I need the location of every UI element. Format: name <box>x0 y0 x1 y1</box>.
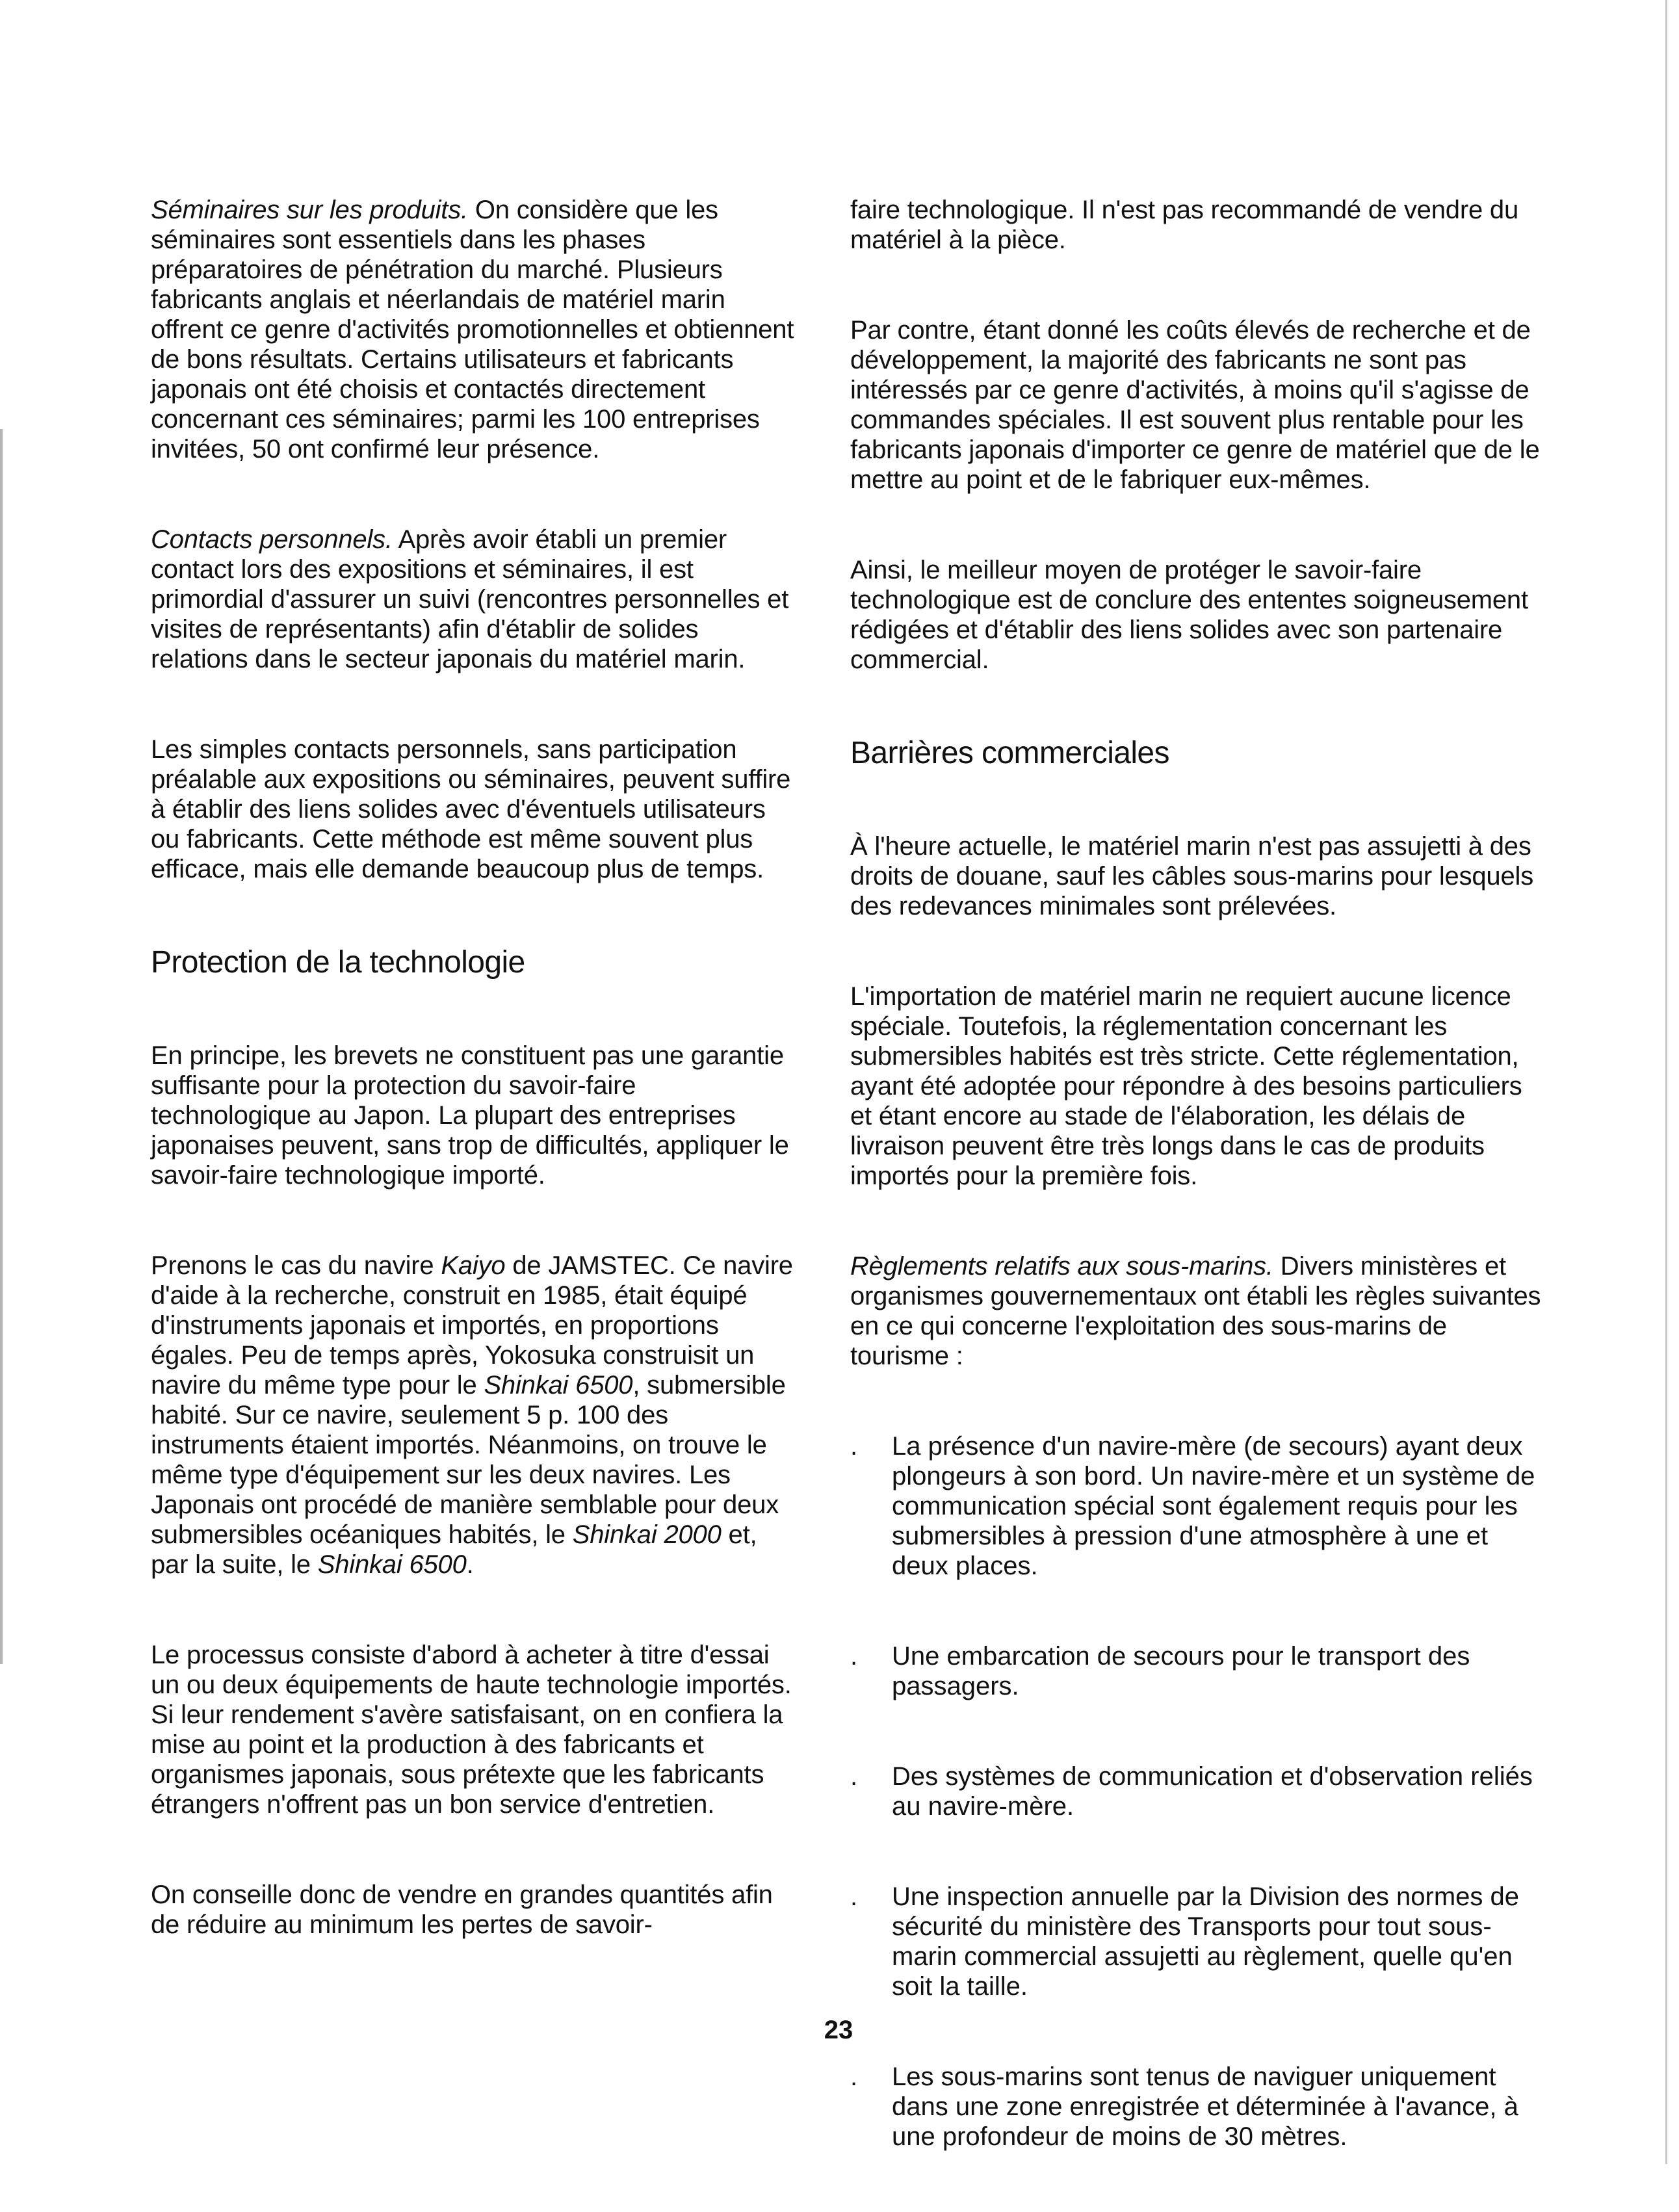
paragraph-text: Prenons le cas du navire <box>151 1251 441 1280</box>
paragraph-process: Le processus consiste d'abord à acheter à titre d'essai un ou deux équipements de haute technologie importés. Si leur rendement s'avère satisfaisant, on en confiera la mise au point et la production à des fabricants et organismes japonais, sous prétexte que les fabricants étrangers n'offrent pas un bon service d'entretien. <box>151 1641 792 1819</box>
paragraph-advice: On conseille donc de vendre en grandes quantités afin de réduire au minimum les pertes de savoir- <box>151 1880 773 1939</box>
list-item-text: Une inspection annuelle par la Division des normes de sécurité du ministère des Transports pour tout sous-marin commercial assujetti au règlement, quelle qu'en soit la taille. <box>892 1882 1519 2001</box>
right-column <box>850 195 1546 2212</box>
ship-name: Kaiyo <box>441 1251 506 1280</box>
list-item-text: Les sous-marins sont tenus de naviguer uniquement dans une zone enregistrée et déterminée à l'avance, à une profondeur de moins de 30 mètres. <box>892 2062 1518 2151</box>
paragraph-lead: Règlements relatifs aux sous-marins. <box>850 1252 1273 1281</box>
section-heading-technology-protection: Protection de la technologie <box>151 945 525 980</box>
scan-edge-left <box>0 429 3 1664</box>
paragraph-text: On considère que les séminaires sont essentiels dans les phases préparatoires de pénétration du marché. Plusieurs fabricants anglais et néerlandais de matériel marin offrent ce genre d'activités promotionnelles et obtiennent de bons résultats. Certains utilisateurs et fabricants japonais ont été choisis et contactés directement concernant ces séminaires; parmi les 100 entreprises invitées, 50 ont confirmé leur présence. <box>151 196 794 463</box>
paragraph-best-protection: Ainsi, le meilleur moyen de protéger le savoir-faire technologique est de conclure des ententes soigneusement rédigées et d'établir des liens solides avec son partenaire commercial. <box>850 556 1528 674</box>
list-item <box>850 1641 1546 1701</box>
bullet-mark: . <box>850 1762 858 1791</box>
paragraph-lead: Contacts personnels. <box>151 525 393 554</box>
list-item-text: La présence d'un navire-mère (de secours) ayant deux plongeurs à son bord. Un navire-mère et un système de communication spécial sont également requis pour les submersibles à pression d'une atmosphère à une et deux places. <box>892 1432 1535 1580</box>
paragraph-text: de JAMSTEC. Ce navire d'aide à la recherche, construit en 1985, était équipé d'instruments japonais et importés, en proportions égales. Peu de temps après, Yokosuka construisit un navire du même type pour le <box>151 1251 793 1399</box>
list-item <box>850 2062 1546 2152</box>
paragraph-patents: En principe, les brevets ne constituent pas une garantie suffisante pour la protection du savoir-faire technologique au Japon. La plupart des entreprises japonaises peuvent, sans trop de difficultés, appliquer le savoir-faire technologique importé. <box>151 1041 789 1190</box>
list-item <box>850 1882 1546 2001</box>
bullet-mark: . <box>850 1432 858 1461</box>
ship-name: Shinkai 2000 <box>572 1520 722 1549</box>
paragraph-lead: Séminaires sur les produits. <box>151 196 468 224</box>
paragraph-simple-contacts: Les simples contacts personnels, sans participation préalable aux expositions ou séminaires, peuvent suffire à établir des liens solides avec d'éventuels utilisateurs ou fabricants. Cette méthode est même souvent plus efficace, mais elle demande beaucoup plus de temps. <box>151 735 791 883</box>
paragraph-submarine-rules <box>850 1251 1546 1371</box>
paragraph-personal-contacts <box>151 525 801 674</box>
list-item <box>850 1431 1546 1581</box>
paragraph-text: Divers ministères et organismes gouvernementaux ont établi les règles suivantes en ce qui concerne l'exploitation des sous-marins de tourisme : <box>850 1252 1541 1370</box>
scan-edge-right <box>1665 0 1667 2164</box>
paragraph-continuation: faire technologique. Il n'est pas recommandé de vendre du matériel à la pièce. <box>850 196 1518 254</box>
bullet-mark: . <box>850 1882 858 1911</box>
list-item-text: Une embarcation de secours pour le transport des passagers. <box>892 1642 1470 1700</box>
page-number: 23 <box>824 2016 853 2044</box>
paragraph-kaiyo-case <box>151 1251 801 1580</box>
paragraph-customs: À l'heure actuelle, le matériel marin n'est pas assujetti à des droits de douane, sauf les câbles sous-marins pour lesquels des redevances minimales sont prélevées. <box>850 832 1534 920</box>
ship-name: Shinkai 6500 <box>317 1550 467 1579</box>
list-item-text: Des systèmes de communication et d'observation reliés au navire-mère. <box>892 1762 1533 1821</box>
section-heading-trade-barriers: Barrières commerciales <box>850 736 1169 770</box>
paragraph-costs: Par contre, étant donné les coûts élevés de recherche et de développement, la majorité des fabricants ne sont pas intéressés par ce genre d'activités, à moins qu'il s'agisse de commandes spéciales. Il est souvent plus rentable pour les fabricants japonais d'importer ce genre de matériel que de le mettre au point et de le fabriquer eux-mêmes. <box>850 316 1540 494</box>
paragraph-import-licence: L'importation de matériel marin ne requiert aucune licence spéciale. Toutefois, la réglementation concernant les submersibles habités est très stricte. Cette réglementation, ayant été adoptée pour répondre à des besoins particuliers et étant encore au stade de l'élaboration, les délais de livraison peuvent être très longs dans le cas de produits importés pour la première fois. <box>850 982 1522 1190</box>
rules-list <box>850 1431 1546 2152</box>
list-item <box>850 1762 1546 1821</box>
paragraph-text: et, par la suite, le <box>151 1520 757 1579</box>
paragraph-text: . <box>466 1550 474 1579</box>
left-column <box>151 195 801 2000</box>
paragraph-text: , submersible habité. Sur ce navire, seulement 5 p. 100 des instruments étaient importés. Néanmoins, on trouve le même type d'équipement sur les deux navires. Les Japonais ont procédé de manière semblable pour deux submersibles océaniques habités, le <box>151 1371 786 1549</box>
paragraph-text: Après avoir établi un premier contact lors des expositions et séminaires, il est primordial d'assurer un suivi (rencontres personnelles et visites de représentants) afin d'établir de solides relations dans le secteur japonais du matériel marin. <box>151 525 789 673</box>
paragraph-product-seminars <box>151 195 801 464</box>
bullet-mark: . <box>850 1642 858 1671</box>
ship-name: Shinkai 6500 <box>484 1371 633 1399</box>
bullet-mark: . <box>850 2062 858 2091</box>
